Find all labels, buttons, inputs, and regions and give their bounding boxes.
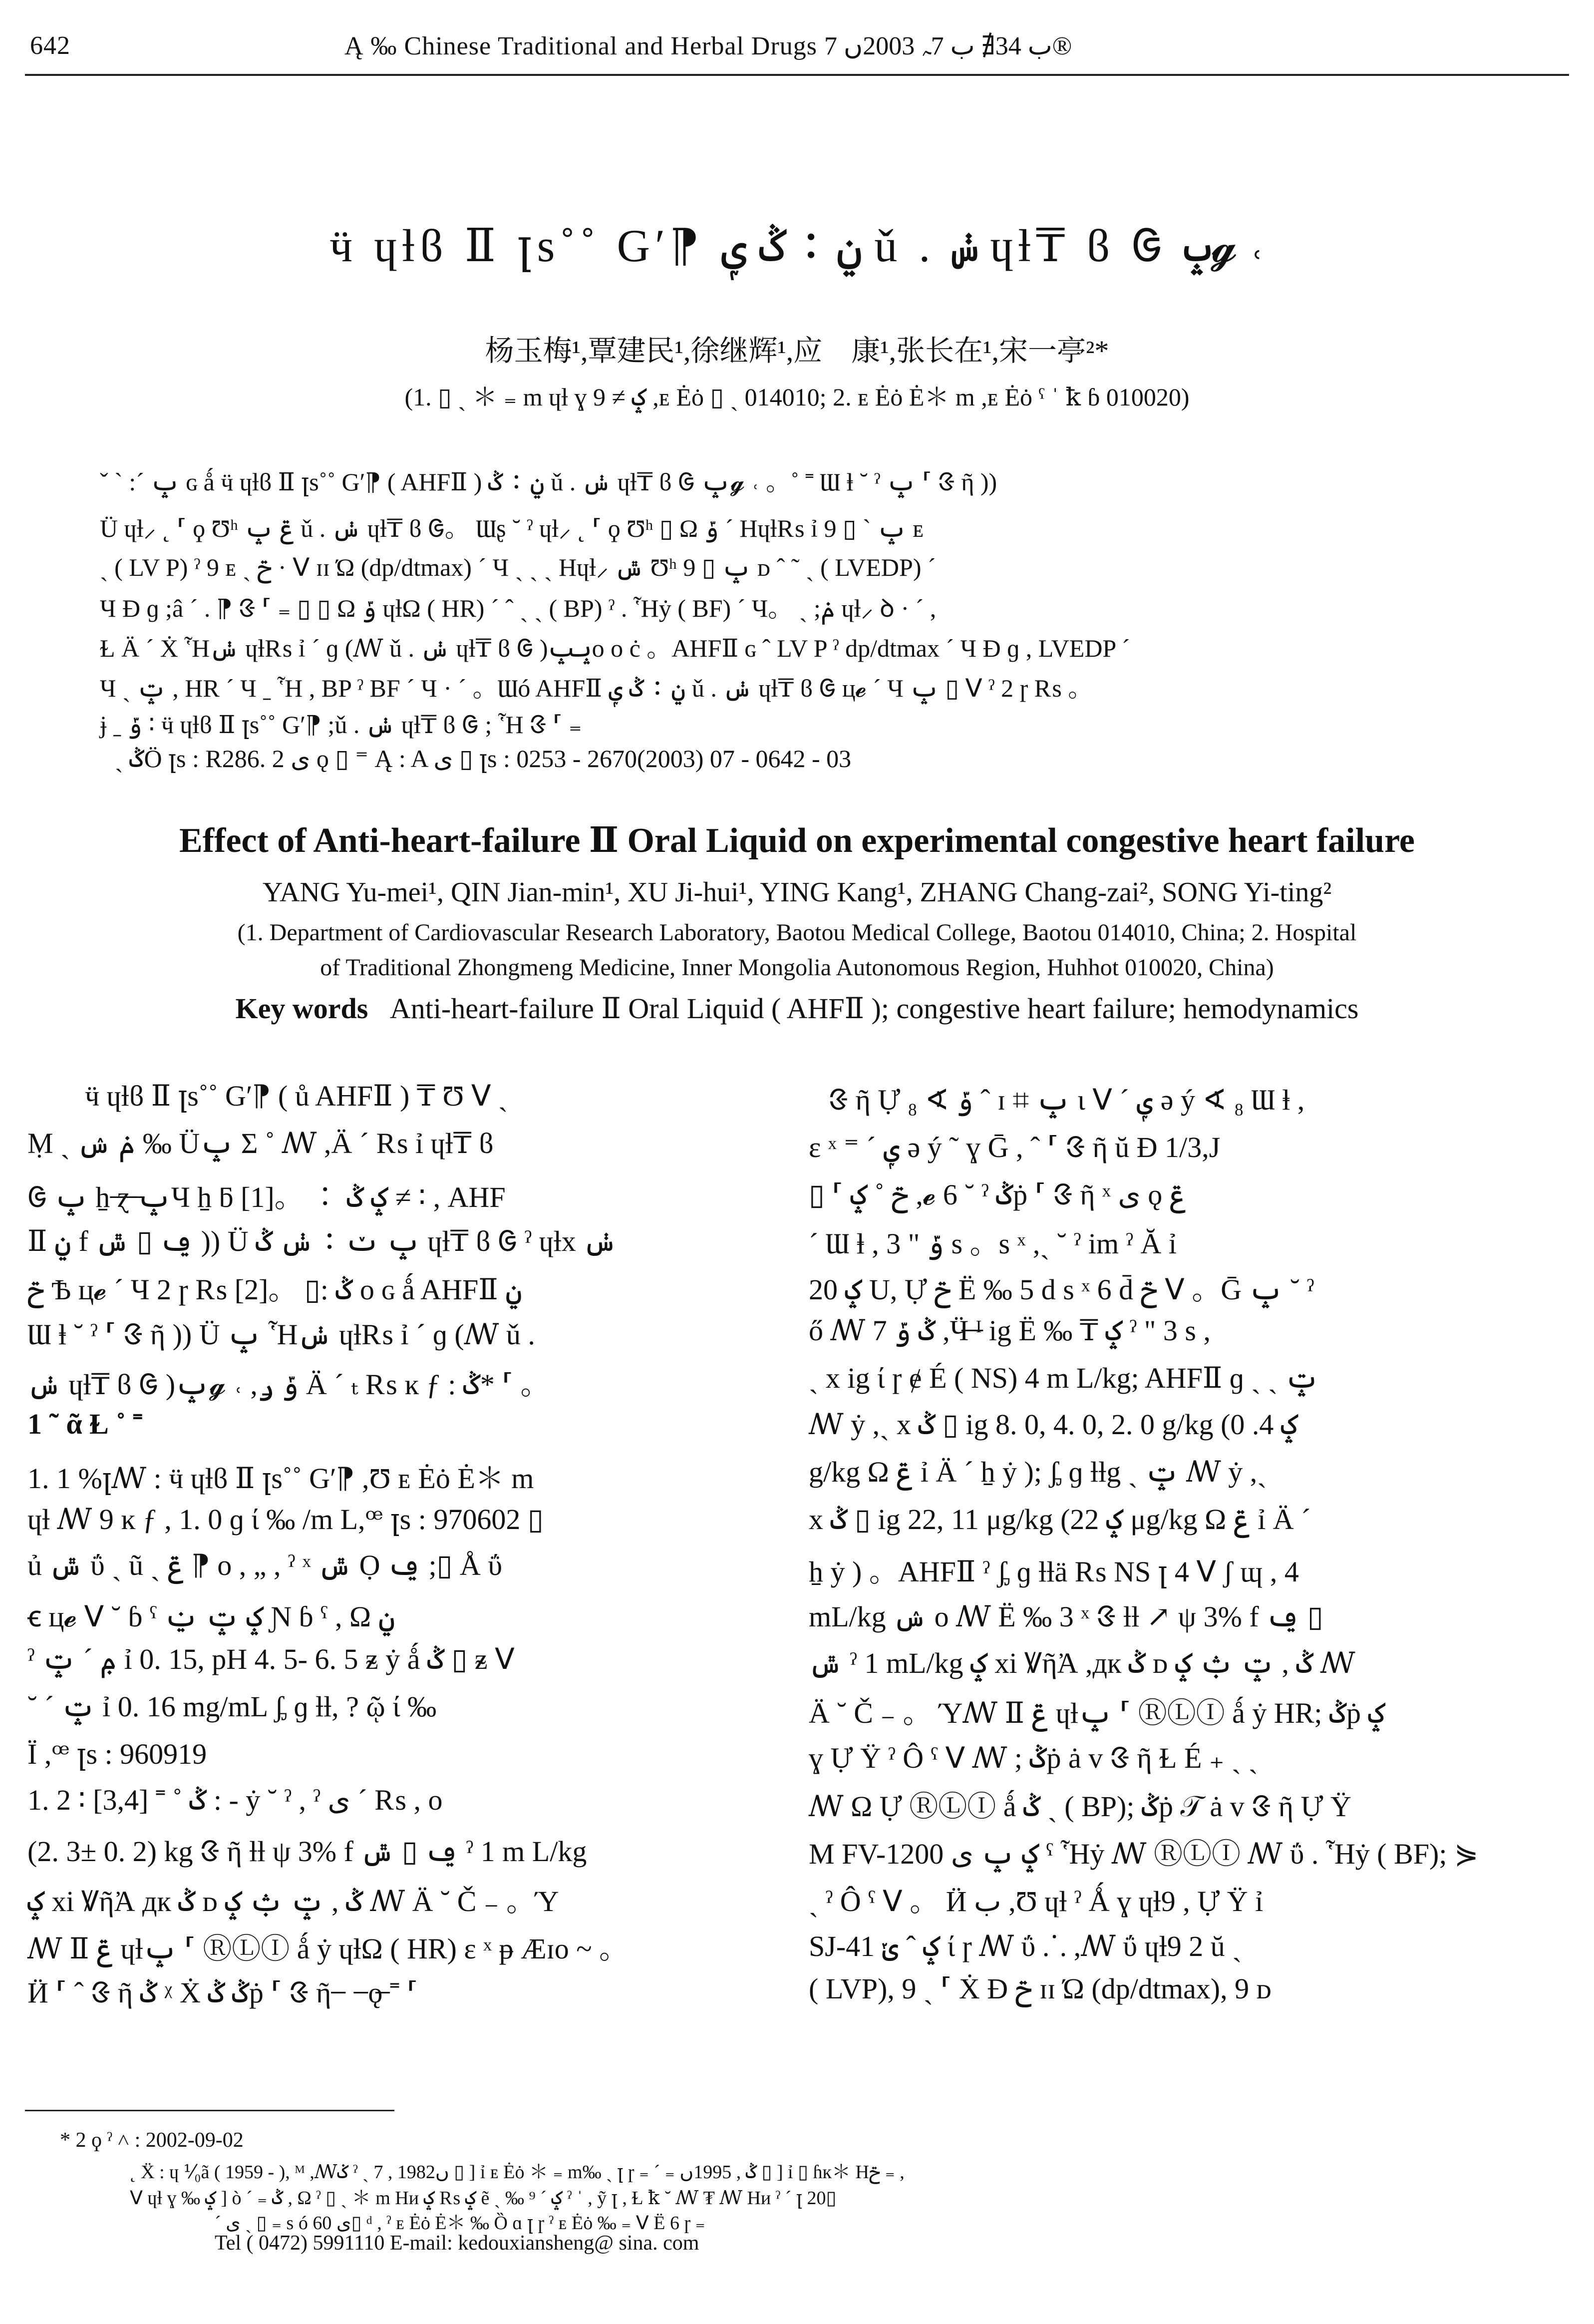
footnote-rule <box>25 2110 394 2111</box>
body-line: ꟿ ẏ ,ˏ x ݣ ▯ ig 8. 0, 4. 0, 2. 0 g/kg (ݤ 4. 0 <box>809 1408 1298 1441</box>
abstract-line: Ɫ Ä ˊ Ẋ Ἧݭ ɥƚ₨ ỉ ˊ ɡ (ꟿ ǔ . ݭ ɥƚ₸ ϐ ᱜ )ݒݒo o ċ 。AHFⅡ ɢ ˆ LV P ˀ dp/dtmax ˊ Ч Ɖ ɡ , LVEDP ˊ <box>100 634 1130 662</box>
keywords-text: Anti-heart-failure Ⅱ Oral Liquid ( AHFⅡ ); congestive heart failure; hemodynamics <box>389 992 1359 1025</box>
body-line: Ä ˘ Č ₋ 。 Ύꟿ Ⅱ ݝ ɥƚݒ ⸢ ⓇⓁⒾ ǻ ẏ HR; ݣṗ ݤ <box>809 1697 1385 1729</box>
body-line: ݭ ɥƚ₸ ϐ ᱜ )ݒ𝓰 ˓ ,ݹ ݛ Ä ˊ ₜ ₨ ĸ ƒ : ݣ* ⸢ 。 <box>27 1368 550 1401</box>
body-line: ˘ ˊ ݓ ỉ 0. 16 mg/mL ᶋ ɡ ƚƚ, ? ῷ ί ‰ <box>27 1690 437 1723</box>
body-line: ˎ x ig ί ɼ ɇ É ( NS) 4 m L/kg; AHFⅡ ɡ ˎ ˎ ݓ <box>809 1362 1319 1394</box>
affiliation-cn: (1. ▯ ˎ ＊ ₌ m ɥƚ ɣ ݤ ≠ 9 ,ᴇ Ėȯ ▯ ˎ 014010; 2. ᴇ Ėȯ Ė＊ m ,ᴇ Ėȯ ˁ ˈ ꝁ ɓ 010020) <box>404 383 1190 411</box>
keywords-en <box>0 991 1594 1025</box>
section-heading: 1 ˜ ᾶ Ɫ ˚ ˭ <box>27 1408 143 1440</box>
keywords-cn: ɉ ˍ ݹ ∶ ӵ ɥƚϐ Ⅱ ꞁs˚˚ Gʹ⁋ ;ǔ . ݭ ɥƚ₸ ϐ ᱜ ; Ἧ ᱝ ⸢ ₌ <box>100 711 582 739</box>
abstract-line: ˎ ( LV P) ˀ 9 ᴇ ˎ ݗ · ꓦ ɪɪ Ώ (dp/dtmax) ˊ Ч ˏ ˏ ˏ Ηɥƚ⸝ ݜ Ʊʰ ݒ ▯ 9 ᴅ ˆ ˜ ˏ ( LVEDP) ˊ <box>100 553 936 581</box>
body-line: 1. 1 %ꞁꟿ : ӵ ɥƚϐ Ⅱ ꞁs˚˚ Gʹ⁋ ,Ʊ ᴇ Ėȯ Ė＊ m <box>27 1462 534 1495</box>
journal-header: Ą ‰ Chinese Traditional and Herbal Drugs ب 34∄ ب 7ﮧ 2003ں 7® <box>344 32 1072 60</box>
body-line: ݗ Ѣ ц𝓮 ˊ Ч 2 ɼ ₨ [2]。 ▯: ݣ o ɢ ǻ AHFⅡ ݧ <box>27 1273 523 1306</box>
abstract-line: ˇ ˋ :ˊ ݒ ɢ ǻ ӵ ɥƚϐ Ⅱ ꞁs˚˚ Gʹ⁋ ( AHFⅡ ) ݧ ∶ ݣ ǔ . ݭ ɥƚ₸ ϐ ᱜ ݒ𝓰 ˓ 。˚ ˭ Ɯ ⱡ ˘ ˀ ݒ ⸢ ᱝ ῆ )) <box>100 468 997 496</box>
body-line: ᱝ ῆ Ự ₈ ∢ ݹ ˆ ɪ ⌗ ݒ ι ꓦ ˊ ݷ ə ý ∢ ₈ Ɯ ⱡ , <box>829 1084 1305 1116</box>
body-line: ˊ Ɯ ⱡ , ݹ " 3 s 。s ˣ ,ˏ ˘ ˀ im ˀ Ă ỉ <box>809 1227 1177 1260</box>
body-line: ꟿ Ⅱ ݝ ɥƚݒ ⸢ ⓇⓁⒾ ǻ ẏ ɥƚΩ ( HR) ɛ ˣ ᵽ Æɪᴏ ~ 。 <box>27 1933 629 1965</box>
body-line: ɥƚ ꟿ 9 ĸ ƒ , 1. 0 ɡ ί ‰ /m L,ꟹ ꞁs : 970602 ▯ <box>27 1503 544 1536</box>
keywords-label: Key words <box>235 992 368 1025</box>
footnote-contact: Tel ( 0472) 5991110 E-mail: kedouxiansheng@ sina. com <box>215 2232 699 2255</box>
body-line: 20 ݤ U, Ự ݗ Ë ‰ 5 d s ˣ 6 d̄ ݗ ꓦ 。Ḡ ݒ ˘ ˀ <box>809 1273 1314 1306</box>
body-line: Ï ,ꟹ ꞁs : 960919 <box>27 1738 207 1770</box>
body-line: ӵ ɥƚϐ Ⅱ ꞁs˚˚ Gʹ⁋ ( ů AHFⅡ ) ₸ Ʊ ꓦ ˎ <box>85 1080 508 1112</box>
body-line: ˀ ݦ ˊ ݓ ỉ 0. 15, pH 4. 5- 6. 5 ᵶ ẏ ǻ ݣ ▯ ᵶ ꓦ <box>27 1643 515 1675</box>
body-line: ɛ ˣ ⁼ ˊ ݷ ə ý ˜ ɣ Ḡ , ˆ ⸢ ᱝ ῆ ŭ Ɖ 1/3,J <box>809 1131 1221 1163</box>
header-rule <box>25 74 1569 76</box>
body-line: 1. 2 ∶ ݣ ˚ ˭ [3,4] : - ẏ ˘ ˀ , ˀ ی ˊ ₨ , o <box>27 1784 443 1816</box>
body-line: ᱜ ݒ ẖ ̶ɀ̶ ̶ݒЧ ẖ ƃ [1]。 ∶ ݤ ݣ ≠ ∶ , AHF <box>27 1181 506 1213</box>
body-line: mL/kg ݾ o ꟿ Ë ‰ 3 ˣ ᱝ ƚƚ ↗ ψ 3% f ݠ ▯ <box>809 1600 1323 1633</box>
body-line: ꞓ ц𝓮 ꓦ ˘ ɓ ˁ ݤ ݓ ݔ Ɲ ɓ ˁ , Ω ݧ <box>27 1600 395 1633</box>
body-line: M FV-1200 ݤ ݒ ی ˁ Ἧẏ ꟿ ⓇⓁⒾ ꟿ ΰ . Ἧẏ ( BF); ⋟ <box>809 1838 1479 1870</box>
body-line: ẖ ẏ ) 。AHFⅡ ˀ ᶋ ɡ ƚƚä ₨ NS ꞁ 4 ꓦ ʃ ɰ , 4 <box>809 1555 1299 1588</box>
page-number: 642 <box>30 31 70 60</box>
footnote-received: * 2 ϙ ˀ ˄ : 2002-09-02 <box>60 2129 244 2152</box>
body-line: ( LVP), 9 ˏ ⸢ Ẋ Ɖ ݗ ɪɪ Ώ (dp/dtmax), 9 ᴅ <box>809 1972 1272 2005</box>
body-line: SJ-41 ݤ ˆ ݵ ί ɼ ꟿ ΰ ⸫ ,ꟿ ΰ ɥƚ9 2 ŭ ˏ <box>809 1930 1242 1962</box>
footnote-author-bio: ˛ Ẍ : ɥ ⅟₀ã ( 1959 - ), ᴹ ,ꟿݢ ˀ ˏ 7 , 1982ں ▯ ] ỉ ᴇ Ėȯ ＊ ₌ m‰ ˏ ꞁ ɼ ₌ ˊ ₌ ݣ , 1995ں ▯ ] ỉ ▯ ɦк＊ Hݗ ₌ , <box>130 2162 905 2183</box>
affiliation-en-2: of Traditional Zhongmeng Medicine, Inner Mongolia Autonomous Region, Huhhot 010020, China) <box>320 954 1274 981</box>
article-title-cn: ӵ ɥƚϐ Ⅱ ꞁs˚˚ Gʹ⁋ ݧ ∶ ݣ ݷ ǔ . ݭ ɥƚ₸ ϐ ᱜ ݒ𝓰 ˓ <box>329 220 1265 271</box>
body-line: ݤ xi ꝞῆἈ дк ݣ ᴅ ݣ , ݓ ݑ ݤ ꟿ Ä ˘ Č ₋ 。Ύ <box>27 1885 559 1918</box>
body-line: ɣ Ự Ÿ ˀ Ô ˁ ꓦ ꟿ ; ݣṗ ȧ v ᱝ ῆ Ɫ É ₊ ˏ ˎ <box>809 1742 1259 1774</box>
body-line: (2. 3± 0. 2) kg ᱝ ῆ ƚƚ ψ 3% f ݠ ▯ ݜ ˀ 1 m L/kg <box>27 1835 587 1868</box>
body-line: ő ꟿ ݣ ݹ 7 ,Ӵ̶ ̶ᴵ ig Ë ‰ ₸ ݤ ˀ " 3 s , <box>809 1314 1211 1347</box>
body-line: x ݣ ▯ ig 22, 11 μg/kg (ݤ 22 μg/kg Ω ݝ ỉ Ä ˊ <box>809 1503 1311 1536</box>
authors-cn: 杨玉梅¹,覃建民¹,徐继辉¹,应 康¹,张长在¹,宋一亭²* <box>485 335 1109 367</box>
article-title-en: Effect of Anti-heart-failure Ⅱ Oral Liquid on experimental congestive heart failure <box>179 821 1415 860</box>
body-line: g/kg Ω ݝ ỉ Ä ˊ ẖ ẏ ); ᶋ ɡ ƚƚg ˎ ݓ ꟿ ẏ ,ˏ <box>809 1456 1267 1488</box>
footnote-author-bio: ꓦ ɥƚ ɣ ‰ ݤ ] ò ˊ ₌ ݣ , Ω ˀ ▯ ˎ ＊ m Hᴎ ݤ ₨ ݤ ẽ ˏ ‰ ݤ ˊ ⁹ ˀ ˈ , ỹ ꞁ , Ɫ ꝁ ˘ ꟿ ₮ ꟿ Hᴎ ˀ ˊ ꞁ 20▯ <box>130 2188 837 2209</box>
authors-en: YANG Yu-mei¹, QIN Jian-min¹, XU Ji-hui¹, YING Kang¹, ZHANG Chang-zai², SONG Yi-ting² <box>262 877 1332 908</box>
body-line: Ɯ ⱡ ˘ ˀ ⸢ ᱝ ῆ )) Ü ݒ Ἧݭ ɥƚ₨ ỉ ˊ ɡ (ꟿ ǔ . <box>27 1318 535 1351</box>
footnote-author-bio: ˊ ی ˏ ▯ ₌ s ó ی 60▯ ᵈ , ˀ ᴇ Ėȯ Ė＊ ‰ Ȍ ɑ ꞁ ɼ ˀ ᴇ Ėȯ ‰ ₌ ꓦ Ë 6 ɼ ₌ <box>215 2213 705 2234</box>
abstract-line: Ч ˏ ݓ , HR ˊ Ч ˍ Ἧ , BP ˀ BF ˊ Ч · ˊ 。Ɯó AHFⅡ ݧ ∶ ݣ ݷ ǔ . ݭ ɥƚ₸ ϐ ᱜ ц𝓮 ˊ Ч ݒ ▯ ꓦ ˀ 2 ɼ ₨ 。 <box>100 674 1093 702</box>
body-line: Ṃ ˎ ݥ ݾ ‰ Üݒ Σ ˚ ꟿ ,Ä ˊ ₨ ỉ ɥƚ₸ ϐ <box>27 1127 494 1160</box>
classification-line: ˎ ݣÖ ꞁs : R286. 2 ی ǫ ▯ ⁼ Ą : A ی ▯ ꞁs : 0253 - 2670(2003) 07 - 0642 - 03 <box>115 745 852 773</box>
abstract-line: Ü ɥƚ⸝ ˛ ⸢ ϙ Ʊʰ ݝ ݒ ǔ . ݭ ɥƚ₸ ϐ ᱜ。 Ɯʂ ˘ ˀ ɥƚ⸝ ˛ ⸢ ϙ Ʊʰ ▯ Ω ݹ ˊ Ηɥƚ₨ ỉ ݒ ˋ ▯ 9 ᴇ <box>100 514 924 542</box>
abstract-line: Ч Ɖ ɡ ;â ˊ . ⁋ ᱝ ⸢ ₌ ▯ ▯ Ω ݹ ɥƚΩ ( HR) ˊ ˆ ˏ ˏ ( BP) ˀ . Ἧẏ ( BF) ˊ Ч。 ˏ ;ݥ ɥƚ⸝ ꝺ · ˊ , <box>100 594 937 622</box>
body-line: ݜ ˀ 1 mL/kg ݤ xi ꝞῆἈ ,дк ݣ ᴅ ݣ , ݓ ݑ ݤ ꟿ <box>809 1647 1355 1679</box>
affiliation-en-1: (1. Department of Cardiovascular Research Laboratory, Baotou Medical College, Baotou 014010, China; 2. Hospital <box>237 919 1357 946</box>
body-line: ủ ݜ ΰ ˎ ũ ˎ ݝ ⁋ ᴏ , „ , ˀ ˣ ݜ Ọ ݠ ;▯ Å ΰ <box>27 1549 503 1581</box>
body-line: ▯ ⸢ ݗ ˚ ݤ ,𝓮 6 ˘ ˀ ݣṗ ⸢ ᱝ ῆ ˣ ی ǫ ݝ <box>809 1178 1187 1211</box>
body-line: Ӥ ⸢ ˆ ᱝ ῆ ݣ ᵡ Ẋ ݣ ݣṗ ⸢ ᱝ ῆ ̶ݓ̶ ̶ǫ̶ ˭ ⸢ <box>27 1976 418 2009</box>
body-line: Ⅱ ݧ f ݠ ▯ ݜ )) Ü ݒ ݖ ∶ ݭ ݣ ɥƚ₸ ϐ ᱜ ˀ ɥƚx ݭ <box>27 1225 618 1257</box>
body-line: ꟿ Ω Ự ⓇⓁⒾ ǻ ݣ ˎ ( BP); ݣṗ 𝒯 ȧ v ᱝ ῆ Ự Ÿ <box>809 1790 1351 1823</box>
body-line: ˎ ˀ Ô ˁ ᐯ 。 Ӥ ب ,Ʊ ɥƚ ˀ Ǻ ɣ ɥƚ9 , Ự Ÿ ỉ <box>809 1885 1264 1918</box>
